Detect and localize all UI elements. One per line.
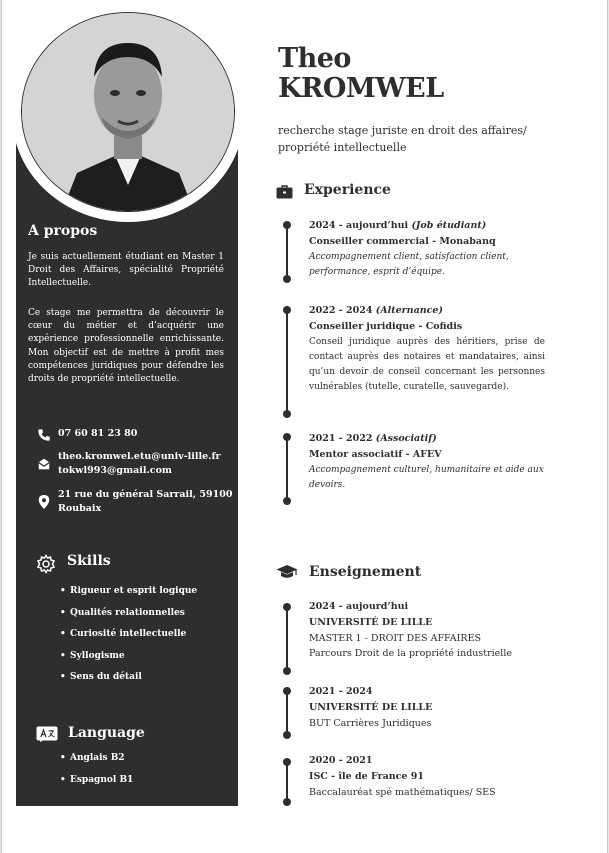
timeline-dot: [283, 275, 291, 283]
education-date: 2024 - aujourd’hui: [309, 601, 409, 612]
timeline-line: [286, 437, 288, 501]
experience-item: [309, 303, 545, 395]
timeline-line: [286, 691, 288, 735]
experience-description: Conseil juridique auprès des héritiers, prise de contact auprès des notaires et mandataires, ainsi qu’un devoir de conseil concernant les personnes vulnérables (tutelle, curatelle, sauvegarde).: [309, 337, 545, 392]
language-heading: Language: [68, 725, 145, 741]
timeline-dot: [283, 731, 291, 739]
skills-heading: Skills: [67, 553, 111, 569]
profile-photo: [21, 12, 235, 212]
experience-role: Conseiller commercial - Monabanq: [309, 236, 496, 247]
skills-list: [60, 586, 197, 694]
timeline-dot: [283, 497, 291, 505]
education-school: ISC - île de France 91: [309, 771, 424, 782]
skill-item: • Curiosité intellectuelle: [60, 629, 197, 651]
timeline-dot: [283, 410, 291, 418]
experience-date: 2021 - 2022 (Associatif): [309, 433, 437, 444]
experience-description: Accompagnement client, satisfaction client, performance, esprit d’équipe.: [309, 252, 509, 277]
experience-role: Mentor associatif - AFEV: [309, 449, 442, 460]
timeline-dot: [283, 603, 291, 611]
graduation-cap-icon: [276, 564, 298, 580]
language-list: [60, 753, 133, 796]
skill-item: • Qualités relationnelles: [60, 608, 197, 630]
education-school: UNIVERSITÉ DE LILLE: [309, 617, 433, 628]
education-item: [309, 684, 545, 731]
address-line-2: Roubaix: [58, 503, 102, 514]
timeline-dot: [283, 667, 291, 675]
experience-description: Accompagnement culturel, humanitaire et aide aux devoirs.: [309, 465, 544, 490]
experience-item: [309, 431, 545, 493]
briefcase-icon: [276, 184, 293, 198]
about-heading: A propos: [28, 223, 98, 239]
about-paragraph-1: Je suis actuellement étudiant en Master 1 Droit des Affaires, spécialité Propriété Intellectuelle.: [28, 252, 224, 289]
education-degree: Baccalauréat spé mathématiques/ SES: [309, 787, 496, 798]
first-name: Theo: [278, 43, 351, 74]
objective-line-2: propriété intellectuelle: [278, 141, 407, 154]
education-date: 2021 - 2024: [309, 686, 373, 697]
gear-icon: [36, 554, 56, 574]
experience-date: 2024 - aujourd’hui (Job étudiant): [309, 220, 487, 231]
timeline-dot: [283, 758, 291, 766]
mail-icon: [37, 456, 51, 470]
email-primary[interactable]: theo.kromwel.etu@univ-lille.fr: [58, 451, 221, 462]
skill-item: • Rigueur et esprit logique: [60, 586, 197, 608]
timeline-line: [286, 310, 288, 414]
timeline-dot: [283, 221, 291, 229]
skill-item: • Sens du détail: [60, 672, 197, 694]
education-degree: BUT Carrières Juridiques: [309, 718, 432, 729]
phone-number: 07 60 81 23 80: [58, 428, 138, 439]
experience-date: 2022 - 2024 (Alternance): [309, 305, 443, 316]
experience-role: Conseiller juridique - Cofidis: [309, 321, 463, 332]
timeline-dot: [283, 433, 291, 441]
language-item: • Espagnol B1: [60, 775, 133, 797]
education-detail: Parcours Droit de la propriété industrielle: [309, 648, 512, 659]
timeline-dot: [283, 687, 291, 695]
language-item: • Anglais B2: [60, 753, 133, 775]
objective-line-1: recherche stage juriste en droit des affaires/: [278, 124, 527, 137]
skill-item: • Syllogisme: [60, 651, 197, 673]
about-paragraph-2: Ce stage me permettra de découvrir le cœur du métier et d’acquérir une expérience professionnelle enrichissante. Mon objectif est de mettre à profit mes compétences juridiques pour défendre les droits de propriété intellectuelle.: [28, 308, 224, 385]
timeline-line: [286, 762, 288, 802]
location-icon: [37, 493, 51, 511]
education-heading: Enseignement: [309, 564, 422, 580]
email-secondary[interactable]: tokwl993@gmail.com: [58, 465, 172, 476]
timeline-dot: [283, 798, 291, 806]
education-item: [309, 753, 545, 800]
experience-item: [309, 218, 545, 280]
translate-icon: [36, 726, 58, 744]
timeline-line: [286, 225, 288, 279]
phone-icon: [37, 427, 51, 441]
education-date: 2020 - 2021: [309, 755, 373, 766]
education-degree: MASTER 1 - DROIT DES AFFAIRES: [309, 633, 482, 644]
timeline-line: [286, 607, 288, 671]
timeline-dot: [283, 306, 291, 314]
job-objective: [278, 122, 558, 156]
education-item: [309, 599, 545, 661]
last-name: KROMWEL: [278, 73, 444, 104]
education-school: UNIVERSITÉ DE LILLE: [309, 702, 433, 713]
address-line-1: 21 rue du général Sarrail, 59100: [58, 489, 233, 500]
experience-heading: Experience: [304, 182, 391, 198]
